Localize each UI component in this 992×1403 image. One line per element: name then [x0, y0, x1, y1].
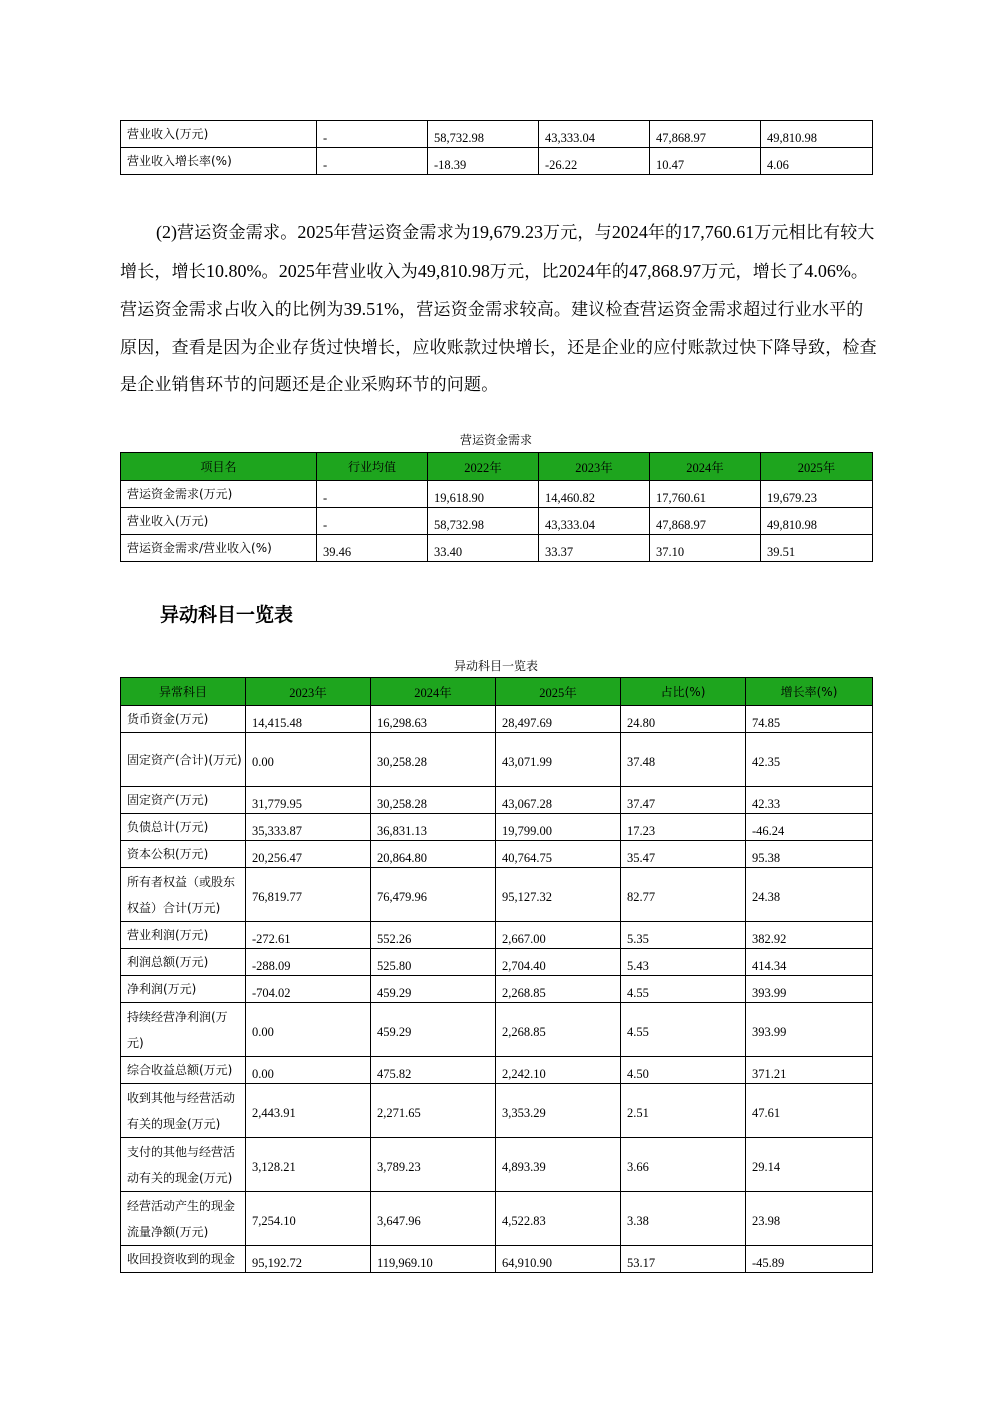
cell-value: 30,258.28: [371, 787, 496, 814]
column-header: 2023年: [246, 678, 371, 706]
cell-value: 20,256.47: [246, 841, 371, 868]
cell-value: 39.51: [761, 535, 873, 562]
cell-value: 14,415.48: [246, 706, 371, 733]
row-label: 收回投资收到的现金: [121, 1246, 246, 1273]
cell-value: 3,789.23: [371, 1138, 496, 1192]
row-label: 收到其他与经营活动有关的现金(万元): [121, 1084, 246, 1138]
cell-value: 4.55: [621, 976, 746, 1003]
cell-value: 95.38: [746, 841, 873, 868]
paragraph-text: (2)营运资金需求。2025年营运资金需求为19,679.23万元，与2024年的17,760.61万元相比有较大增长，增长10.80%。2025年营业收入为49,810.98万元，比2024年的47,868.97万元，增长了4.06%。营运资金需求占收入的比例为39.51%，营运资金需求较高。建议检查营运资金需求超过行业水平的原因，查看是因为企业存货过快增长，应收账款过快增长，还是企业的应付账款过快下降导致，检查是企业销售环节的问题还是企业采购环节的问题。: [120, 222, 877, 396]
cell-value: 36,831.13: [371, 814, 496, 841]
table-row: [121, 148, 873, 175]
cell-value: 2.51: [621, 1084, 746, 1138]
column-header: 2025年: [496, 678, 621, 706]
table-row: [121, 1246, 873, 1273]
cell-value: 4.50: [621, 1057, 746, 1084]
cell-value: 42.33: [746, 787, 873, 814]
cell-value: 82.77: [621, 868, 746, 922]
cell-value: 5.43: [621, 949, 746, 976]
cell-value: 29.14: [746, 1138, 873, 1192]
table-row: [121, 841, 873, 868]
cell-value: 58,732.98: [428, 121, 539, 148]
cell-value: 0.00: [246, 1003, 371, 1057]
cell-value: 4,522.83: [496, 1192, 621, 1246]
cell-value: -45.89: [746, 1246, 873, 1273]
cell-value: 475.82: [371, 1057, 496, 1084]
cell-value: 37.48: [621, 733, 746, 787]
cell-value: 30,258.28: [371, 733, 496, 787]
row-label: 净利润(万元): [121, 976, 246, 1003]
row-label: 营业利润(万元): [121, 922, 246, 949]
section-heading: 异动科目一览表: [160, 604, 294, 626]
table-row: [121, 868, 873, 922]
cell-value: 2,704.40: [496, 949, 621, 976]
cell-value: 10.47: [650, 148, 761, 175]
cell-value: 47.61: [746, 1084, 873, 1138]
row-label: 营运资金需求/营业收入(%): [121, 535, 317, 562]
anomaly-table: [120, 677, 873, 1273]
cell-value: 33.40: [428, 535, 539, 562]
column-header: 行业均值: [317, 453, 428, 481]
cell-value: 7,254.10: [246, 1192, 371, 1246]
row-label: 货币资金(万元): [121, 706, 246, 733]
table-row: [121, 949, 873, 976]
cell-value: 28,497.69: [496, 706, 621, 733]
cell-value: 19,679.23: [761, 481, 873, 508]
column-header: 增长率(%): [746, 678, 873, 706]
cell-value: 95,192.72: [246, 1246, 371, 1273]
column-header: 占比(%): [621, 678, 746, 706]
column-header: 2024年: [371, 678, 496, 706]
cell-value: 24.38: [746, 868, 873, 922]
cell-value: -18.39: [428, 148, 539, 175]
cell-value: 43,071.99: [496, 733, 621, 787]
cell-value: 414.34: [746, 949, 873, 976]
table-row: [121, 706, 873, 733]
cell-value: 0.00: [246, 733, 371, 787]
cell-value: 5.35: [621, 922, 746, 949]
cell-value: 3.38: [621, 1192, 746, 1246]
cell-value: 3.66: [621, 1138, 746, 1192]
cell-value: 17.23: [621, 814, 746, 841]
cell-value: 4.06: [761, 148, 873, 175]
cell-value: 47,868.97: [650, 121, 761, 148]
table-row: [121, 922, 873, 949]
row-label: 综合收益总额(万元): [121, 1057, 246, 1084]
cell-value: -: [317, 508, 428, 535]
cell-value: 95,127.32: [496, 868, 621, 922]
cell-value: 19,618.90: [428, 481, 539, 508]
cell-value: 64,910.90: [496, 1246, 621, 1273]
cell-value: 33.37: [539, 535, 650, 562]
cell-value: 47,868.97: [650, 508, 761, 535]
row-label: 利润总额(万元): [121, 949, 246, 976]
cell-value: 23.98: [746, 1192, 873, 1246]
table-row: [121, 814, 873, 841]
cell-value: 43,333.04: [539, 121, 650, 148]
row-label: 营业收入(万元): [121, 508, 317, 535]
working-capital-table: [120, 452, 873, 562]
row-label: 所有者权益（或股东权益）合计(万元): [121, 868, 246, 922]
table-caption: 营运资金需求: [459, 433, 532, 447]
row-label: 营运资金需求(万元): [121, 481, 317, 508]
table-row: [121, 1192, 873, 1246]
cell-value: 393.99: [746, 1003, 873, 1057]
row-label: 固定资产(万元): [121, 787, 246, 814]
column-header: 2022年: [428, 453, 539, 481]
cell-value: -: [317, 121, 428, 148]
cell-value: 2,268.85: [496, 976, 621, 1003]
working-capital-paragraph: [120, 214, 880, 405]
cell-value: 20,864.80: [371, 841, 496, 868]
column-header: 异常科目: [121, 678, 246, 706]
cell-value: 0.00: [246, 1057, 371, 1084]
table-row: [121, 1057, 873, 1084]
table-row: [121, 121, 873, 148]
cell-value: 4,893.39: [496, 1138, 621, 1192]
table-row: [121, 535, 873, 562]
column-header: 2023年: [539, 453, 650, 481]
cell-value: 43,333.04: [539, 508, 650, 535]
cell-value: 4.55: [621, 1003, 746, 1057]
row-label: 营业收入增长率(%): [121, 148, 317, 175]
table-row: [121, 508, 873, 535]
cell-value: 53.17: [621, 1246, 746, 1273]
table-row: [121, 976, 873, 1003]
cell-value: 58,732.98: [428, 508, 539, 535]
row-label: 资本公积(万元): [121, 841, 246, 868]
cell-value: 42.35: [746, 733, 873, 787]
column-header: 2024年: [650, 453, 761, 481]
cell-value: 49,810.98: [761, 121, 873, 148]
cell-value: 459.29: [371, 976, 496, 1003]
cell-value: 39.46: [317, 535, 428, 562]
cell-value: -26.22: [539, 148, 650, 175]
cell-value: 2,271.65: [371, 1084, 496, 1138]
cell-value: 16,298.63: [371, 706, 496, 733]
cell-value: 459.29: [371, 1003, 496, 1057]
table-row: [121, 787, 873, 814]
table-caption: 异动科目一览表: [453, 659, 538, 673]
cell-value: -272.61: [246, 922, 371, 949]
cell-value: -288.09: [246, 949, 371, 976]
cell-value: 14,460.82: [539, 481, 650, 508]
cell-value: -: [317, 148, 428, 175]
cell-value: 2,667.00: [496, 922, 621, 949]
table-row: [121, 1084, 873, 1138]
cell-value: 3,353.29: [496, 1084, 621, 1138]
cell-value: 3,647.96: [371, 1192, 496, 1246]
row-label: 支付的其他与经营活动有关的现金(万元): [121, 1138, 246, 1192]
cell-value: 43,067.28: [496, 787, 621, 814]
cell-value: 76,819.77: [246, 868, 371, 922]
table-row: [121, 1138, 873, 1192]
row-label: 固定资产(合计)(万元): [121, 733, 246, 787]
column-header: 项目名: [121, 453, 317, 481]
cell-value: 19,799.00: [496, 814, 621, 841]
row-label: 营业收入(万元): [121, 121, 317, 148]
cell-value: 24.80: [621, 706, 746, 733]
cell-value: 49,810.98: [761, 508, 873, 535]
cell-value: 552.26: [371, 922, 496, 949]
row-label: 经营活动产生的现金流量净额(万元): [121, 1192, 246, 1246]
revenue-table: [120, 120, 873, 175]
cell-value: 393.99: [746, 976, 873, 1003]
cell-value: 2,268.85: [496, 1003, 621, 1057]
row-label: 负债总计(万元): [121, 814, 246, 841]
cell-value: 35,333.87: [246, 814, 371, 841]
table-row: [121, 481, 873, 508]
column-header: 2025年: [761, 453, 873, 481]
table-row: [121, 1003, 873, 1057]
cell-value: 382.92: [746, 922, 873, 949]
table-row: [121, 733, 873, 787]
cell-value: 119,969.10: [371, 1246, 496, 1273]
cell-value: 17,760.61: [650, 481, 761, 508]
cell-value: -704.02: [246, 976, 371, 1003]
cell-value: 37.10: [650, 535, 761, 562]
cell-value: 3,128.21: [246, 1138, 371, 1192]
cell-value: -: [317, 481, 428, 508]
cell-value: 2,443.91: [246, 1084, 371, 1138]
cell-value: 35.47: [621, 841, 746, 868]
cell-value: 40,764.75: [496, 841, 621, 868]
cell-value: 74.85: [746, 706, 873, 733]
cell-value: 31,779.95: [246, 787, 371, 814]
cell-value: -46.24: [746, 814, 873, 841]
row-label: 持续经营净利润(万元): [121, 1003, 246, 1057]
cell-value: 37.47: [621, 787, 746, 814]
cell-value: 2,242.10: [496, 1057, 621, 1084]
cell-value: 525.80: [371, 949, 496, 976]
cell-value: 371.21: [746, 1057, 873, 1084]
cell-value: 76,479.96: [371, 868, 496, 922]
